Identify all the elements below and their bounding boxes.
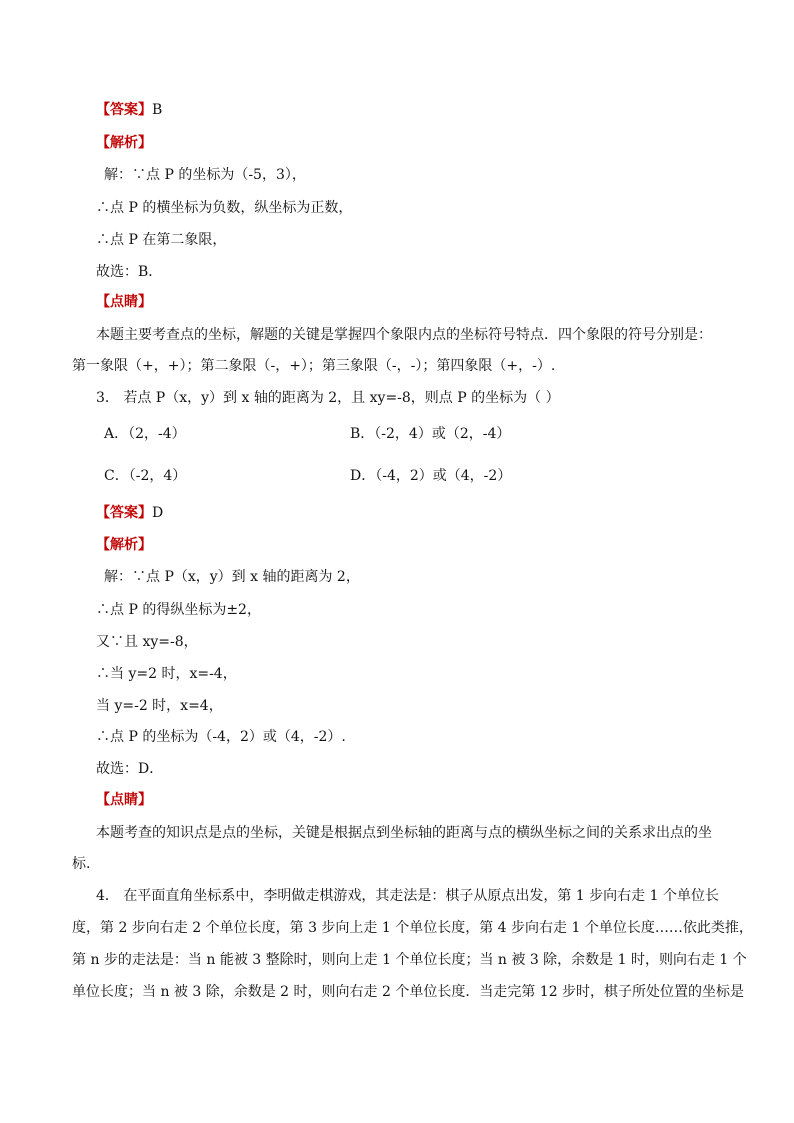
solution-line: 解：∵点 P（x，y）到 x 轴的距离为 2， — [104, 569, 360, 585]
answer-tag: 【答案】 — [96, 102, 152, 118]
comment-tag: 【点睛】 — [96, 294, 152, 310]
option-a: A．（2，-4） — [104, 426, 186, 442]
analysis-heading-q2 — [96, 133, 152, 153]
solution-line: ∴点 P 在第二象限， — [96, 232, 227, 248]
comment-line: 第一象限（+，+）；第二象限（-，+）；第三象限（-，-）；第四象限（+，-）. — [72, 358, 556, 374]
solution-line: ∴当 y=2 时，x=-4， — [96, 666, 237, 682]
analysis-heading-q3 — [96, 535, 152, 555]
solution-line: ∴点 P 的横坐标为负数，纵坐标为正数， — [96, 200, 353, 216]
answer-value: B — [152, 102, 163, 118]
question-3-stem: 3． 若点 P（x，y）到 x 轴的距离为 2，且 xy=-8，则点 P 的坐标为（ ） — [96, 390, 560, 406]
option-c: C．（-2，4） — [104, 468, 187, 484]
question-4-line: 度，第 2 步向右走 2 个单位长度，第 3 步向上走 1 个单位长度，第 4 步向右走 1 个单位长度……依此类推， — [72, 920, 753, 936]
solution-line: ∴点 P 的坐标为（-4，2）或（4，-2）. — [96, 729, 346, 745]
option-d: D．（-4，2）或（4，-2） — [350, 468, 512, 484]
answer-heading-q3 — [96, 503, 163, 523]
option-b: B．（-2，4）或（2，-4） — [350, 426, 511, 442]
comment-line: 标. — [72, 856, 91, 872]
question-4-line: 4． 在平面直角坐标系中，李明做走棋游戏，其走法是：棋子从原点出发，第 1 步向右走 1 个单位长 — [96, 888, 719, 904]
comment-tag: 【点睛】 — [96, 792, 152, 808]
analysis-tag: 【解析】 — [96, 135, 152, 151]
answer-value: D — [152, 505, 164, 521]
solution-line: 解：∵点 P 的坐标为（-5，3）， — [104, 167, 306, 183]
comment-heading-q2 — [96, 292, 152, 312]
solution-line: 当 y=-2 时，x=4， — [96, 698, 223, 714]
analysis-tag: 【解析】 — [96, 537, 152, 553]
answer-tag: 【答案】 — [96, 505, 152, 521]
question-4-line: 单位长度；当 n 被 3 除，余数是 2 时，则向右走 2 个单位长度．当走完第 12 步时，棋子所处位置的坐标是 — [72, 984, 745, 1000]
answer-heading-q2 — [96, 100, 162, 120]
comment-heading-q3 — [96, 790, 152, 810]
question-4-line: 第 n 步的走法是：当 n 能被 3 整除时，则向上走 1 个单位长度；当 n 被 3 除，余数是 1 时，则向右走 1 个 — [72, 952, 747, 968]
comment-line: 本题主要考查点的坐标，解题的关键是掌握四个象限内点的坐标符号特点．四个象限的符号分别是： — [96, 327, 712, 343]
solution-line: ∴点 P 的得纵坐标为±2， — [96, 602, 261, 618]
comment-line: 本题考查的知识点是点的坐标，关键是根据点到坐标轴的距离与点的横纵坐标之间的关系求出点的坐 — [96, 825, 712, 841]
solution-line: 故选：D． — [96, 761, 164, 777]
solution-line: 故选：B． — [96, 264, 163, 280]
solution-line: 又∵且 xy=-8， — [96, 634, 198, 650]
